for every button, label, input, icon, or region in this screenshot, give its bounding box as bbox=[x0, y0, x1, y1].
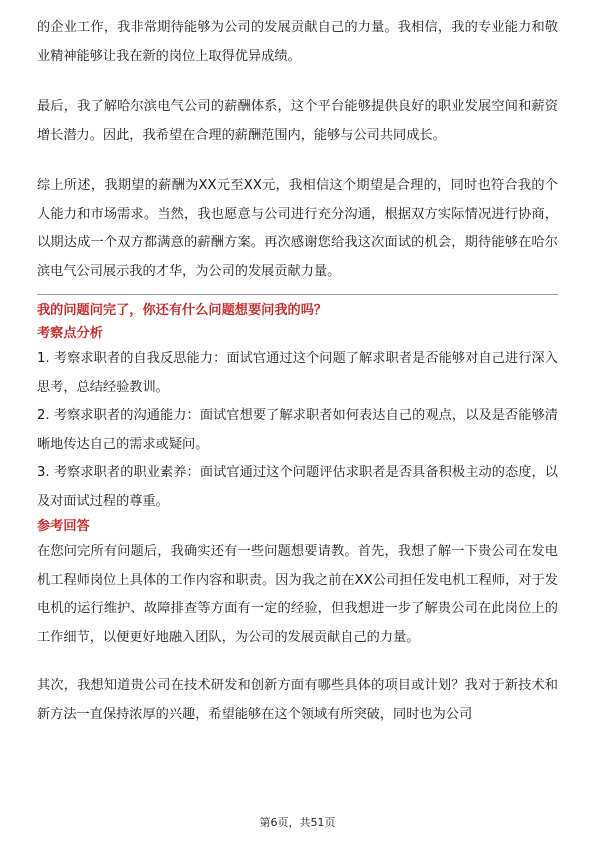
section-divider bbox=[37, 294, 558, 295]
answer-paragraph: 在您问完所有问题后，我确实还有一些问题想要请教。首先，我想了解一下贵公司在发电机工程师岗位上具体的工作内容和职责。因为我之前在XX公司担任发电机工程师，对于发电机的运行维护、故障排查等方面有一定的经验，但我想进一步了解贵公司在此岗位上的工作细节，以便更好地融入团队，为公司的发展贡献自己的力量。 bbox=[37, 544, 558, 645]
body-paragraph: 的企业工作，我非常期待能够为公司的发展贡献自己的力量。我相信，我的专业能力和敬业精神能够让我在新的岗位上取得优异成绩。 bbox=[37, 20, 558, 64]
analysis-title: 考察点分析 bbox=[37, 326, 103, 341]
body-paragraph: 综上所述，我期望的薪酬为XX元至XX元，我相信这个期望是合理的，同时也符合我的个人能力和市场需求。当然，我也愿意与公司进行充分沟通，根据双方实际情况进行协商，以期达成一个双方都满意的薪酬方案。再次感谢您给我这次面试的机会，期待能够在哈尔滨电气公司展示我的才华，为公司的发展贡献力量。 bbox=[37, 178, 558, 279]
analysis-item: 2. 考察求职者的沟通能力：面试官想要了解求职者如何表达自己的观点，以及是否能够清晰地传达自己的需求或疑问。 bbox=[37, 408, 558, 452]
answer-title: 参考回答 bbox=[37, 519, 90, 534]
page-number: 第6页，共51页 bbox=[259, 816, 336, 829]
analysis-item: 3. 考察求职者的职业素养：面试官通过这个问题评估求职者是否具备积极主动的态度，以及对面试过程的尊重。 bbox=[37, 465, 558, 509]
interview-question: 我的问题问完了，你还有什么问题想要问我的吗？ bbox=[37, 303, 328, 318]
body-paragraph: 最后，我了解哈尔滨电气公司的薪酬体系，这个平台能够提供良好的职业发展空间和薪资增长潜力。因此，我希望在合理的薪酬范围内，能够与公司共同成长。 bbox=[37, 99, 558, 143]
answer-paragraph: 其次，我想知道贵公司在技术研发和创新方面有哪些具体的项目或计划？我对于新技术和新方法一直保持浓厚的兴趣，希望能够在这个领域有所突破，同时也为公司 bbox=[37, 678, 558, 722]
page-content bbox=[37, 14, 558, 729]
analysis-item: 1. 考察求职者的自我反思能力：面试官通过这个问题了解求职者是否能够对自己进行深入思考，总结经验教训。 bbox=[37, 351, 558, 395]
